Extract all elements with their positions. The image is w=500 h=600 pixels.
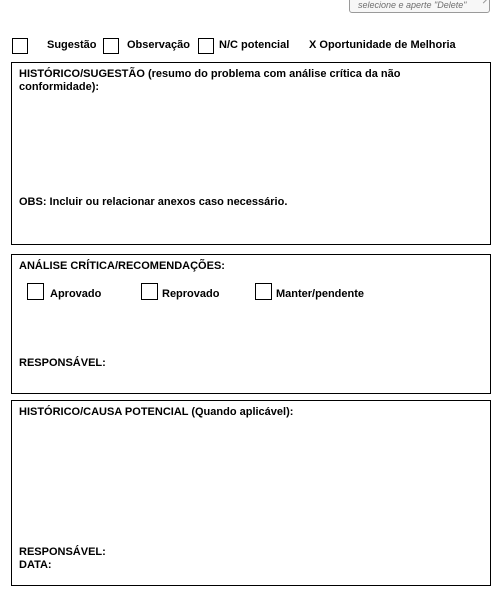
checkbox-observacao[interactable] xyxy=(103,38,119,54)
label-nc-potencial: N/C potencial xyxy=(219,39,290,51)
checkbox-sugestao[interactable] xyxy=(12,38,28,54)
label-observacao: Observação xyxy=(127,39,190,51)
checkbox-aprovado[interactable] xyxy=(27,283,44,300)
analise-responsavel-label: RESPONSÁVEL: xyxy=(19,357,106,369)
obs-anexos-note: OBS: Incluir ou relacionar anexos caso necessário. xyxy=(19,196,288,208)
historico-sugestao-title-line2: conformidade): xyxy=(19,81,100,93)
checkbox-manter-pendente[interactable] xyxy=(255,283,272,300)
historico-sugestao-title-line1: HISTÓRICO/SUGESTÃO (resumo do problema com análise crítica da não xyxy=(19,68,401,80)
tooltip-arrow-icon xyxy=(479,0,489,3)
causa-data-label: DATA: xyxy=(19,559,52,571)
historico-sugestao-box[interactable] xyxy=(11,62,491,245)
analise-critica-title: ANÁLISE CRÍTICA/RECOMENDAÇÕES: xyxy=(19,260,225,272)
causa-potencial-title: HISTÓRICO/CAUSA POTENCIAL (Quando aplicável): xyxy=(19,406,294,418)
checkbox-reprovado[interactable] xyxy=(141,283,158,300)
label-manter-pendente: Manter/pendente xyxy=(276,288,365,300)
label-sugestao: Sugestão xyxy=(47,39,97,51)
label-oportunidade-melhoria: X Oportunidade de Melhoria xyxy=(309,39,456,51)
label-aprovado: Aprovado xyxy=(50,288,102,300)
causa-responsavel-label: RESPONSÁVEL: xyxy=(19,546,106,558)
label-reprovado: Reprovado xyxy=(162,288,220,300)
analise-critica-box[interactable] xyxy=(11,254,491,394)
checkbox-nc-potencial[interactable] xyxy=(198,38,214,54)
delete-hint-tooltip xyxy=(349,0,490,13)
causa-potencial-box[interactable] xyxy=(11,400,491,586)
delete-hint-text: selecione e aperte "Delete" xyxy=(358,0,467,10)
